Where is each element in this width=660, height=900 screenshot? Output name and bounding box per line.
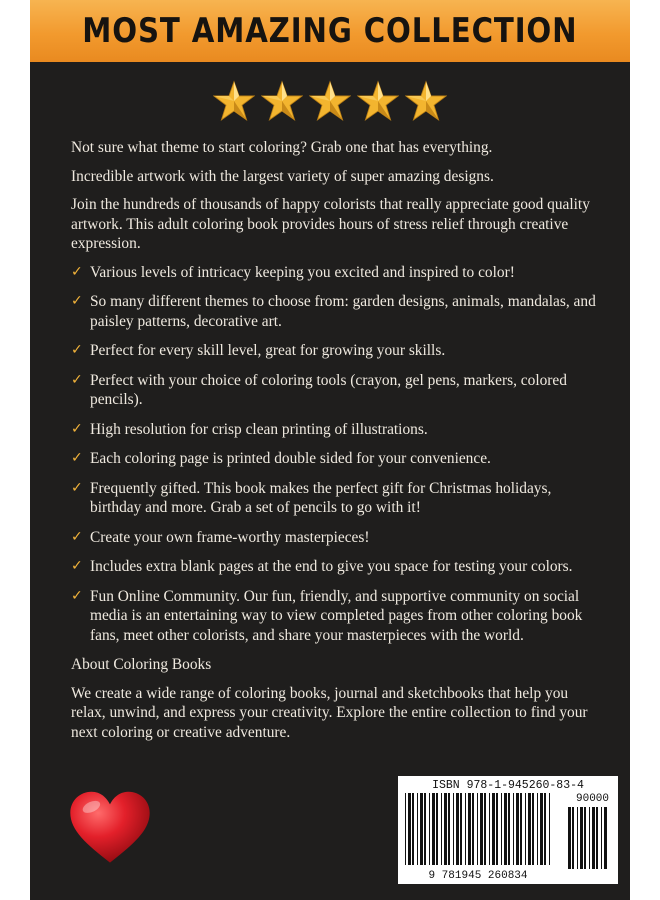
list-item: ✓ Fun Online Community. Our fun, friendly, and supportive community on social media is an entertaining way to view completed pages from other coloring book fans, meet other colorists, and share your masterpieces with the world. bbox=[71, 587, 583, 644]
checkmark-icon: ✓ bbox=[71, 587, 83, 604]
barcode-stripe bbox=[504, 793, 507, 865]
intro-paragraph: Join the hundreds of thousands of happy colorists that really appreciate good quality artwork. This adult coloring book provides hours of stress relief through creative expression. bbox=[71, 196, 590, 252]
barcode-stripe bbox=[489, 793, 490, 865]
list-item: ✓ Create your own frame-worthy masterpieces! bbox=[71, 528, 370, 546]
barcode-stripe bbox=[441, 793, 442, 865]
barcode-stripe bbox=[596, 807, 598, 869]
barcode-stripe bbox=[572, 807, 574, 869]
barcode-stripe bbox=[516, 793, 519, 865]
barcode-stripe bbox=[508, 793, 510, 865]
star-icon bbox=[261, 80, 303, 122]
barcode-stripe bbox=[580, 807, 583, 869]
list-item: ✓ Various levels of intricacy keeping you excited and inspired to color! bbox=[71, 263, 515, 281]
barcode-stripe bbox=[592, 807, 595, 869]
list-item: ✓ Includes extra blank pages at the end to give you space for testing your colors. bbox=[71, 558, 573, 575]
barcode-stripe bbox=[453, 793, 454, 865]
barcode-stripe bbox=[601, 807, 602, 869]
checkmark-icon: ✓ bbox=[71, 420, 83, 437]
checkmark-icon: ✓ bbox=[71, 558, 83, 574]
price-code: 90000 bbox=[576, 793, 610, 805]
isbn-barcode bbox=[398, 776, 618, 884]
star-icon bbox=[213, 80, 255, 122]
barcode-stripe bbox=[513, 793, 514, 865]
about-body: We create a wide range of coloring books, journal and sketchbooks that help you relax, unwind, and express your creativity. Explore the entire collection to find your next coloring or creative adventure. bbox=[71, 684, 588, 741]
barcode-stripe bbox=[577, 807, 578, 869]
description bbox=[71, 138, 596, 751]
star-icon bbox=[405, 80, 447, 122]
intro-paragraph: Not sure what theme to start coloring? Grab one that has everything. bbox=[71, 139, 493, 156]
back-cover bbox=[30, 0, 630, 900]
barcode-stripe bbox=[444, 793, 447, 865]
barcode-stripe bbox=[528, 793, 531, 865]
checkmark-icon: ✓ bbox=[71, 342, 83, 358]
barcode-stripe bbox=[424, 793, 426, 865]
barcode-stripe bbox=[544, 793, 546, 865]
barcode-stripe bbox=[584, 807, 586, 869]
barcode-stripe bbox=[456, 793, 459, 865]
isbn-label: ISBN 978-1-945260-83-4 bbox=[432, 779, 584, 792]
checkmark-icon: ✓ bbox=[71, 450, 83, 466]
checkmark-icon: ✓ bbox=[71, 263, 83, 280]
title-banner bbox=[30, 0, 630, 62]
barcode-stripe bbox=[604, 807, 607, 869]
barcode-stripe bbox=[492, 793, 495, 865]
banner-title: MOST AMAZING COLLECTION bbox=[82, 11, 578, 51]
barcode-stripe bbox=[412, 793, 414, 865]
about-heading: About Coloring Books bbox=[71, 656, 212, 673]
barcode-stripe bbox=[589, 807, 590, 869]
checkmark-icon: ✓ bbox=[71, 528, 83, 545]
barcode-stripe bbox=[480, 793, 483, 865]
barcode-stripe bbox=[532, 793, 534, 865]
barcode-stripe bbox=[540, 793, 543, 865]
barcode-stripe bbox=[408, 793, 411, 865]
list-item: ✓ Perfect for every skill level, great for growing your skills. bbox=[71, 342, 446, 359]
list-item: ✓ Perfect with your choice of coloring tools (crayon, gel pens, markers, colored pencils). bbox=[71, 371, 567, 408]
list-item: ✓ Frequently gifted. This book makes the perfect gift for Christmas holidays, birthday and more. Grab a set of pencils to go with it! bbox=[71, 479, 552, 516]
barcode-stripe bbox=[537, 793, 538, 865]
star-icon bbox=[309, 80, 351, 122]
barcode-stripe bbox=[460, 793, 462, 865]
heart-icon bbox=[67, 790, 153, 866]
barcode-stripe bbox=[405, 793, 406, 865]
barcode-stripe bbox=[448, 793, 450, 865]
list-item: ✓ Each coloring page is printed double sided for your convenience. bbox=[71, 450, 491, 467]
barcode-stripe bbox=[496, 793, 498, 865]
barcode-stripe bbox=[417, 793, 418, 865]
feature-list bbox=[71, 263, 596, 646]
list-item: ✓ High resolution for crisp clean printing of illustrations. bbox=[71, 420, 428, 438]
list-item: ✓ So many different themes to choose from: garden designs, animals, mandalas, and paisley patterns, decorative art. bbox=[71, 293, 596, 330]
barcode-stripe bbox=[568, 807, 571, 869]
checkmark-icon: ✓ bbox=[71, 371, 83, 388]
barcode-stripe bbox=[468, 793, 471, 865]
price-barcode-bars bbox=[566, 807, 610, 869]
checkmark-icon: ✓ bbox=[71, 293, 83, 309]
star-icon bbox=[357, 80, 399, 122]
barcode-stripe bbox=[472, 793, 474, 865]
barcode-bars bbox=[403, 793, 553, 865]
barcode-stripe bbox=[465, 793, 466, 865]
checkmark-icon: ✓ bbox=[71, 479, 83, 496]
barcode-stripe bbox=[525, 793, 526, 865]
barcode-digits: 9 781945 260834 bbox=[428, 870, 528, 882]
barcode-stripe bbox=[520, 793, 522, 865]
intro-paragraph: Incredible artwork with the largest variety of super amazing designs. bbox=[71, 167, 494, 185]
barcode-stripe bbox=[420, 793, 423, 865]
barcode-stripe bbox=[549, 793, 550, 865]
barcode-stripe bbox=[477, 793, 478, 865]
barcode-stripe bbox=[432, 793, 435, 865]
star-rating bbox=[30, 80, 630, 132]
barcode-stripe bbox=[429, 793, 430, 865]
barcode-stripe bbox=[436, 793, 438, 865]
barcode-stripe bbox=[501, 793, 502, 865]
barcode-stripe bbox=[484, 793, 486, 865]
